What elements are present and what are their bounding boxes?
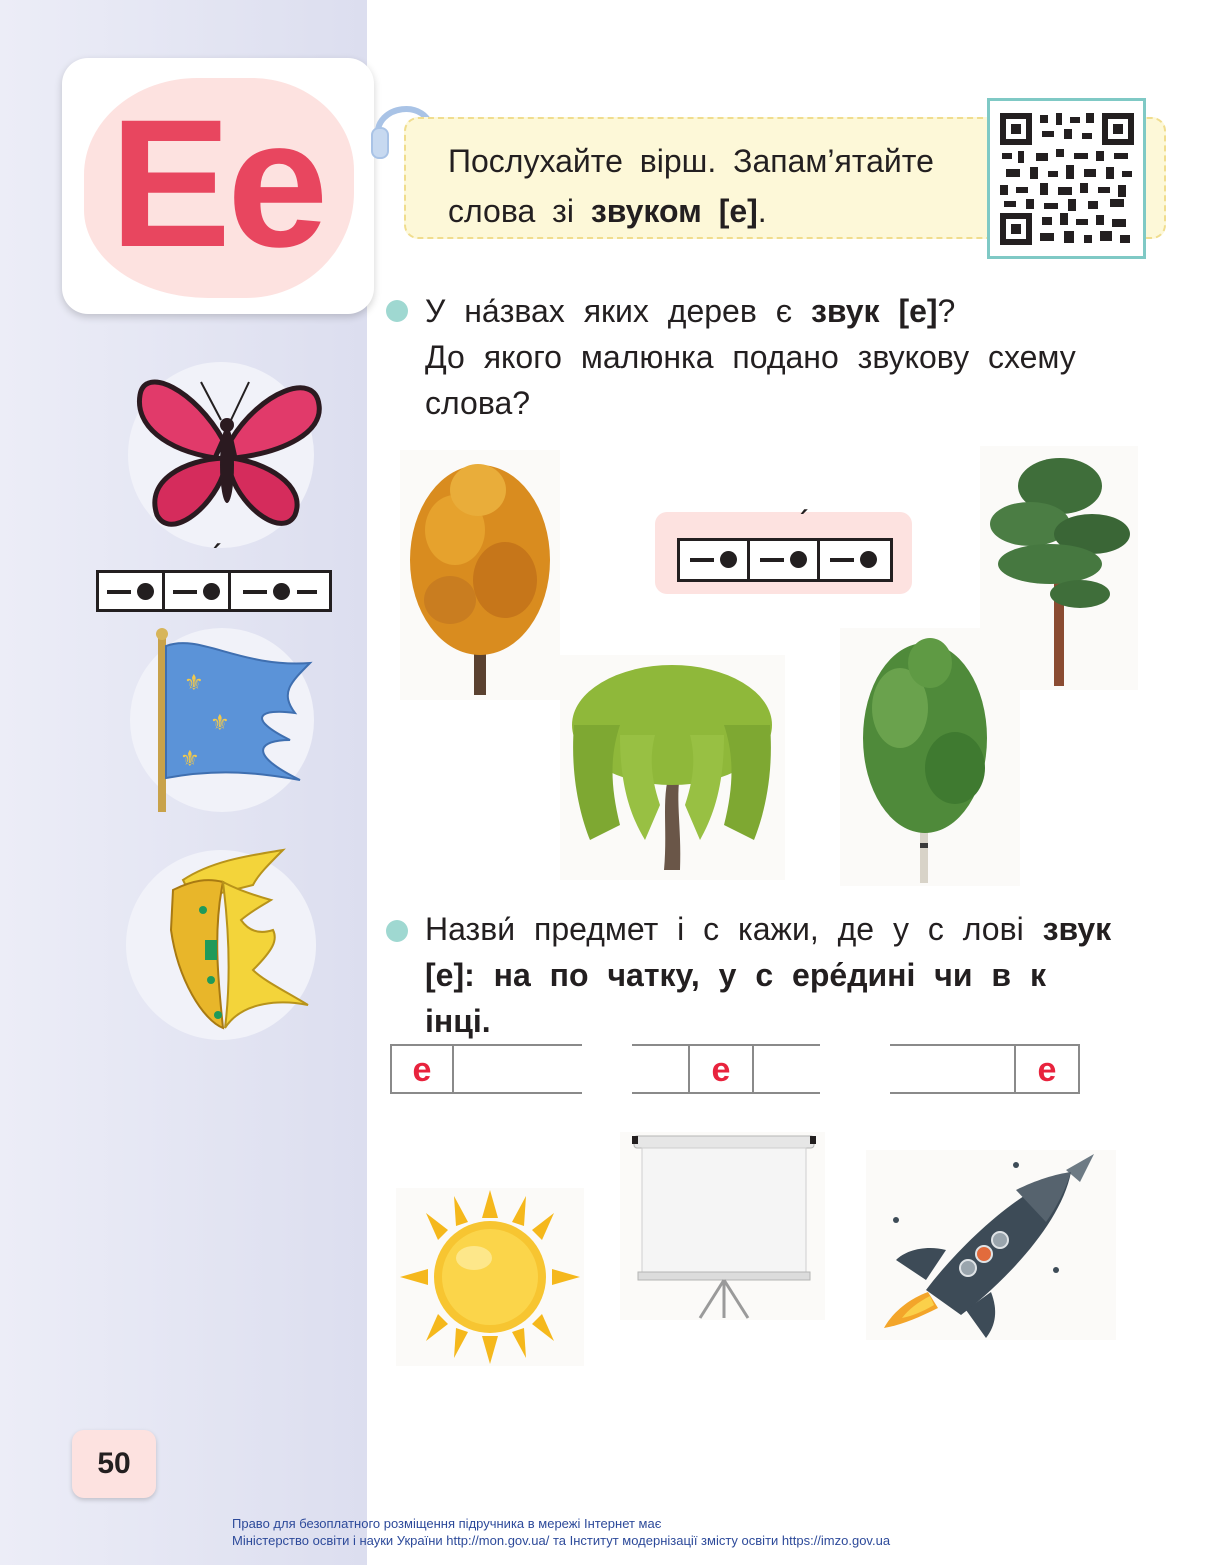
- instruction-line2-bold: звуком [е]: [590, 193, 758, 229]
- birch-tree-icon: [840, 628, 1020, 886]
- task1-line1-end: ?: [937, 293, 956, 329]
- task1-text: [425, 288, 1130, 426]
- projector-screen-icon: [620, 1132, 825, 1320]
- svg-text:⚜: ⚜: [184, 671, 204, 696]
- rocket-icon: [866, 1150, 1116, 1340]
- crown-icon: [163, 850, 313, 1035]
- footer-line1: Право для безоплатного розміщення підручника в мережі Інтернет має: [232, 1516, 662, 1531]
- scheme-cell: [750, 507, 820, 579]
- task2-line1-bold: звук: [1042, 911, 1112, 947]
- word-cell-empty: [632, 1046, 690, 1092]
- sound-scheme-tree: [677, 507, 893, 582]
- task2-line1: [425, 906, 1130, 952]
- task2-text: [425, 906, 1130, 1044]
- instruction-line1: Послухайте вірш. Запам’ятайте: [448, 143, 934, 179]
- letter-title: Ee: [109, 81, 325, 285]
- svg-text:⚜: ⚜: [210, 711, 230, 736]
- page-number: 50: [97, 1447, 131, 1480]
- letter-e-start: е: [412, 1051, 432, 1089]
- letter-e-middle: е: [711, 1051, 731, 1089]
- footer-license: [232, 1515, 1132, 1549]
- sun-icon: [396, 1188, 584, 1366]
- word-cell-empty: [454, 1046, 582, 1092]
- instruction-line2-end: .: [757, 193, 767, 229]
- letter-e-end: е: [1037, 1051, 1057, 1089]
- svg-text:⚜: ⚜: [180, 747, 200, 772]
- word-box-middle: [632, 1044, 820, 1094]
- word-cell-letter: [690, 1046, 754, 1092]
- task1-line1-bold: звук [е]: [810, 293, 938, 329]
- scheme-cell: [820, 541, 890, 579]
- instruction-line2-text: слова зі: [448, 193, 591, 229]
- task2-line1-text: Назви́ предмет і с кажи, де у с лові: [425, 911, 1043, 947]
- task1-line1-text: У на́звах яких дерев є: [425, 293, 811, 329]
- qr-code-frame[interactable]: [987, 98, 1146, 259]
- word-box-end: [890, 1044, 1080, 1094]
- maple-tree-icon: [400, 450, 560, 700]
- qr-code-icon: [1000, 113, 1134, 245]
- word-cell-letter: [1016, 1046, 1078, 1092]
- task1-line1: [425, 288, 1130, 334]
- scheme-cell: [99, 573, 165, 609]
- word-cell-empty: [754, 1046, 820, 1092]
- stress-mark: ´: [209, 541, 222, 571]
- sound-scheme-butterfly: [96, 541, 332, 612]
- stress-mark: ´: [796, 507, 809, 537]
- scheme-cell: [165, 541, 231, 609]
- flag-icon: [150, 628, 320, 813]
- scheme-cell: [680, 541, 750, 579]
- word-cell-empty: [890, 1046, 1016, 1092]
- task2-line2: [425, 952, 1130, 1044]
- instruction-text: [448, 136, 978, 236]
- instruction-line2: [448, 186, 978, 236]
- task1-bullet: [386, 300, 408, 322]
- task2-bullet: [386, 920, 408, 942]
- willow-tree-icon: [560, 655, 785, 880]
- task1-line3: слова?: [425, 385, 531, 421]
- word-cell-letter: [392, 1046, 454, 1092]
- scheme-cell: [231, 573, 329, 609]
- footer-line2: Міністерство освіти і науки України http://mon.gov.ua/ та Інститут модернізації змісту освіти https://imzo.gov.ua: [232, 1533, 891, 1548]
- word-box-start: [390, 1044, 582, 1094]
- task1-line2: До якого малюнка подано звукову схему: [425, 339, 1076, 375]
- butterfly-icon: [135, 370, 325, 540]
- task2-line2-bold: [е]: на по чатку, у с ере́дині чи в к інці.: [425, 957, 1046, 1039]
